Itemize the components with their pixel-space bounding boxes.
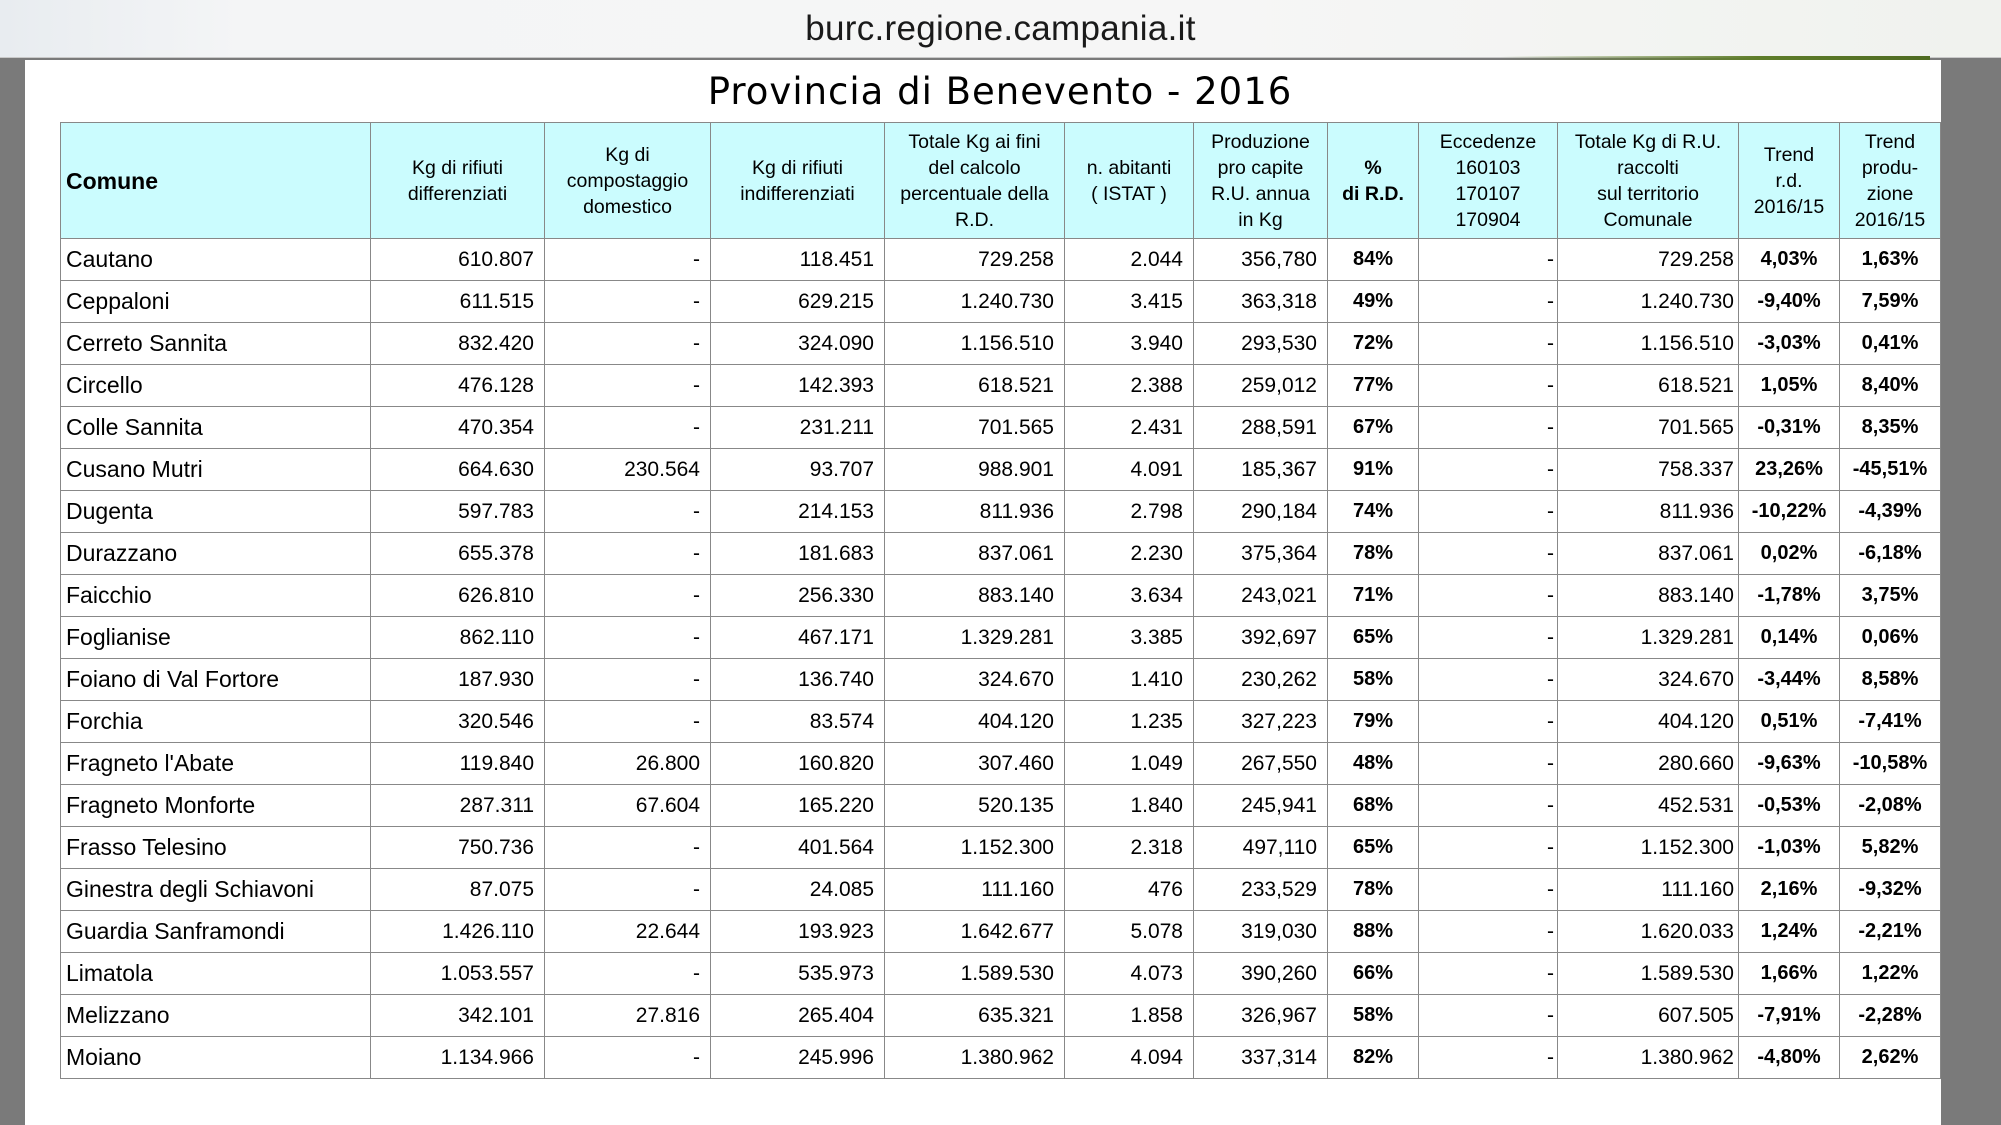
cell-kg-differenziati: 1.426.110	[371, 911, 545, 953]
header-kg-differenziati: Kg di rifiuti differenziati	[371, 123, 545, 239]
cell-kg-indifferenziati: 83.574	[711, 701, 885, 743]
cell-abitanti: 2.388	[1065, 365, 1194, 407]
cell-totale-ru: 1.380.962	[1558, 1037, 1739, 1079]
table-row	[61, 1037, 1941, 1079]
cell-kg-differenziati: 597.783	[371, 491, 545, 533]
cell-kg-compostaggio: -	[545, 365, 711, 407]
cell-eccedenze: -	[1419, 1037, 1558, 1079]
table-row	[61, 869, 1941, 911]
cell-eccedenze: -	[1419, 995, 1558, 1037]
cell-kg-compostaggio: -	[545, 701, 711, 743]
cell-percent-rd: 74%	[1328, 491, 1419, 533]
cell-abitanti: 1.049	[1065, 743, 1194, 785]
cell-eccedenze: -	[1419, 407, 1558, 449]
cell-eccedenze: -	[1419, 953, 1558, 995]
cell-kg-differenziati: 832.420	[371, 323, 545, 365]
cell-trend-rd: 0,14%	[1739, 617, 1840, 659]
table-body	[61, 239, 1941, 1079]
header-totale-ru: Totale Kg di R.U. raccolti sul territorio Comunale	[1558, 123, 1739, 239]
cell-trend-produzione: -2,08%	[1840, 785, 1941, 827]
cell-comune: Durazzano	[61, 533, 371, 575]
cell-totale-rd: 811.936	[885, 491, 1065, 533]
cell-kg-indifferenziati: 136.740	[711, 659, 885, 701]
cell-abitanti: 2.318	[1065, 827, 1194, 869]
cell-trend-rd: 1,66%	[1739, 953, 1840, 995]
cell-totale-ru: 1.589.530	[1558, 953, 1739, 995]
cell-comune: Cusano Mutri	[61, 449, 371, 491]
cell-totale-ru: 324.670	[1558, 659, 1739, 701]
cell-kg-differenziati: 611.515	[371, 281, 545, 323]
cell-pro-capite: 392,697	[1194, 617, 1328, 659]
header-trend-produzione: Trend produ- zione 2016/15	[1840, 123, 1941, 239]
cell-kg-differenziati: 342.101	[371, 995, 545, 1037]
cell-trend-produzione: 1,63%	[1840, 239, 1941, 281]
cell-eccedenze: -	[1419, 575, 1558, 617]
cell-pro-capite: 375,364	[1194, 533, 1328, 575]
cell-totale-rd: 988.901	[885, 449, 1065, 491]
table-row	[61, 407, 1941, 449]
cell-percent-rd: 78%	[1328, 869, 1419, 911]
cell-percent-rd: 48%	[1328, 743, 1419, 785]
table-row	[61, 533, 1941, 575]
table-row	[61, 281, 1941, 323]
cell-totale-rd: 1.240.730	[885, 281, 1065, 323]
cell-trend-rd: -1,03%	[1739, 827, 1840, 869]
cell-abitanti: 476	[1065, 869, 1194, 911]
cell-totale-rd: 520.135	[885, 785, 1065, 827]
cell-percent-rd: 84%	[1328, 239, 1419, 281]
cell-eccedenze: -	[1419, 827, 1558, 869]
cell-kg-compostaggio: -	[545, 869, 711, 911]
cell-trend-produzione: 3,75%	[1840, 575, 1941, 617]
cell-abitanti: 3.385	[1065, 617, 1194, 659]
cell-pro-capite: 185,367	[1194, 449, 1328, 491]
cell-percent-rd: 65%	[1328, 617, 1419, 659]
cell-totale-ru: 1.240.730	[1558, 281, 1739, 323]
cell-trend-rd: 1,24%	[1739, 911, 1840, 953]
cell-kg-differenziati: 655.378	[371, 533, 545, 575]
cell-kg-compostaggio: -	[545, 239, 711, 281]
cell-totale-ru: 1.156.510	[1558, 323, 1739, 365]
browser-url-bar[interactable]	[0, 0, 2001, 58]
cell-totale-ru: 1.329.281	[1558, 617, 1739, 659]
cell-kg-compostaggio: 26.800	[545, 743, 711, 785]
cell-comune: Foiano di Val Fortore	[61, 659, 371, 701]
cell-eccedenze: -	[1419, 449, 1558, 491]
cell-pro-capite: 356,780	[1194, 239, 1328, 281]
cell-pro-capite: 243,021	[1194, 575, 1328, 617]
cell-eccedenze: -	[1419, 911, 1558, 953]
cell-totale-ru: 837.061	[1558, 533, 1739, 575]
cell-comune: Colle Sannita	[61, 407, 371, 449]
cell-percent-rd: 77%	[1328, 365, 1419, 407]
document-page	[25, 60, 1941, 1125]
cell-comune: Fragneto Monforte	[61, 785, 371, 827]
header-kg-indifferenziati: Kg di rifiuti indifferenziati	[711, 123, 885, 239]
cell-trend-produzione: -2,21%	[1840, 911, 1941, 953]
cell-totale-rd: 1.156.510	[885, 323, 1065, 365]
cell-trend-produzione: -9,32%	[1840, 869, 1941, 911]
table-row	[61, 659, 1941, 701]
cell-totale-ru: 280.660	[1558, 743, 1739, 785]
cell-percent-rd: 49%	[1328, 281, 1419, 323]
cell-totale-ru: 607.505	[1558, 995, 1739, 1037]
cell-pro-capite: 326,967	[1194, 995, 1328, 1037]
cell-pro-capite: 245,941	[1194, 785, 1328, 827]
cell-eccedenze: -	[1419, 701, 1558, 743]
cell-totale-rd: 701.565	[885, 407, 1065, 449]
cell-kg-indifferenziati: 324.090	[711, 323, 885, 365]
cell-percent-rd: 58%	[1328, 659, 1419, 701]
cell-pro-capite: 233,529	[1194, 869, 1328, 911]
cell-totale-ru: 618.521	[1558, 365, 1739, 407]
header-trend-rd: Trend r.d. 2016/15	[1739, 123, 1840, 239]
cell-comune: Frasso Telesino	[61, 827, 371, 869]
cell-kg-differenziati: 862.110	[371, 617, 545, 659]
cell-kg-indifferenziati: 231.211	[711, 407, 885, 449]
table-header-row	[61, 123, 1941, 239]
cell-kg-compostaggio: -	[545, 407, 711, 449]
cell-abitanti: 1.410	[1065, 659, 1194, 701]
cell-kg-compostaggio: -	[545, 617, 711, 659]
cell-totale-rd: 1.589.530	[885, 953, 1065, 995]
cell-abitanti: 2.044	[1065, 239, 1194, 281]
cell-pro-capite: 290,184	[1194, 491, 1328, 533]
cell-totale-rd: 1.152.300	[885, 827, 1065, 869]
header-percent-rd: % di R.D.	[1328, 123, 1419, 239]
cell-eccedenze: -	[1419, 659, 1558, 701]
cell-totale-rd: 635.321	[885, 995, 1065, 1037]
table-row	[61, 743, 1941, 785]
cell-trend-rd: -3,44%	[1739, 659, 1840, 701]
cell-trend-produzione: 7,59%	[1840, 281, 1941, 323]
cell-kg-compostaggio: 27.816	[545, 995, 711, 1037]
cell-comune: Moiano	[61, 1037, 371, 1079]
cell-totale-rd: 307.460	[885, 743, 1065, 785]
cell-abitanti: 4.091	[1065, 449, 1194, 491]
cell-abitanti: 3.634	[1065, 575, 1194, 617]
cell-pro-capite: 363,318	[1194, 281, 1328, 323]
cell-kg-compostaggio: 67.604	[545, 785, 711, 827]
cell-kg-indifferenziati: 165.220	[711, 785, 885, 827]
cell-kg-differenziati: 664.630	[371, 449, 545, 491]
cell-percent-rd: 58%	[1328, 995, 1419, 1037]
cell-trend-rd: 23,26%	[1739, 449, 1840, 491]
page-title: Provincia di Benevento - 2016	[707, 70, 1293, 113]
cell-eccedenze: -	[1419, 239, 1558, 281]
cell-trend-rd: 1,05%	[1739, 365, 1840, 407]
cell-totale-rd: 837.061	[885, 533, 1065, 575]
cell-kg-compostaggio: -	[545, 491, 711, 533]
cell-kg-indifferenziati: 160.820	[711, 743, 885, 785]
cell-comune: Cautano	[61, 239, 371, 281]
cell-kg-indifferenziati: 401.564	[711, 827, 885, 869]
cell-eccedenze: -	[1419, 281, 1558, 323]
cell-percent-rd: 68%	[1328, 785, 1419, 827]
header-comune: Comune	[61, 123, 371, 239]
cell-comune: Ginestra degli Schiavoni	[61, 869, 371, 911]
cell-percent-rd: 78%	[1328, 533, 1419, 575]
cell-comune: Cerreto Sannita	[61, 323, 371, 365]
cell-comune: Guardia Sanframondi	[61, 911, 371, 953]
cell-trend-produzione: -45,51%	[1840, 449, 1941, 491]
cell-kg-differenziati: 626.810	[371, 575, 545, 617]
cell-kg-indifferenziati: 142.393	[711, 365, 885, 407]
cell-trend-produzione: 0,41%	[1840, 323, 1941, 365]
cell-trend-rd: 4,03%	[1739, 239, 1840, 281]
cell-abitanti: 4.073	[1065, 953, 1194, 995]
cell-comune: Faicchio	[61, 575, 371, 617]
cell-kg-differenziati: 750.736	[371, 827, 545, 869]
cell-kg-differenziati: 476.128	[371, 365, 545, 407]
cell-comune: Ceppaloni	[61, 281, 371, 323]
cell-kg-indifferenziati: 118.451	[711, 239, 885, 281]
header-kg-compostaggio: Kg di compostaggio domestico	[545, 123, 711, 239]
cell-pro-capite: 288,591	[1194, 407, 1328, 449]
cell-trend-rd: -0,53%	[1739, 785, 1840, 827]
cell-kg-compostaggio: -	[545, 323, 711, 365]
cell-kg-differenziati: 1.134.966	[371, 1037, 545, 1079]
cell-kg-indifferenziati: 467.171	[711, 617, 885, 659]
cell-trend-produzione: -7,41%	[1840, 701, 1941, 743]
cell-pro-capite: 293,530	[1194, 323, 1328, 365]
table-row	[61, 785, 1941, 827]
cell-totale-ru: 883.140	[1558, 575, 1739, 617]
cell-kg-compostaggio: -	[545, 659, 711, 701]
cell-comune: Circello	[61, 365, 371, 407]
cell-totale-ru: 811.936	[1558, 491, 1739, 533]
cell-totale-rd: 1.642.677	[885, 911, 1065, 953]
cell-eccedenze: -	[1419, 785, 1558, 827]
table-row	[61, 827, 1941, 869]
cell-totale-ru: 452.531	[1558, 785, 1739, 827]
cell-percent-rd: 66%	[1328, 953, 1419, 995]
cell-eccedenze: -	[1419, 743, 1558, 785]
cell-comune: Foglianise	[61, 617, 371, 659]
cell-kg-compostaggio: -	[545, 575, 711, 617]
cell-kg-compostaggio: -	[545, 533, 711, 575]
cell-percent-rd: 71%	[1328, 575, 1419, 617]
cell-totale-rd: 324.670	[885, 659, 1065, 701]
cell-percent-rd: 88%	[1328, 911, 1419, 953]
cell-kg-indifferenziati: 24.085	[711, 869, 885, 911]
cell-trend-produzione: 8,40%	[1840, 365, 1941, 407]
cell-abitanti: 1.840	[1065, 785, 1194, 827]
cell-kg-differenziati: 87.075	[371, 869, 545, 911]
table-row	[61, 995, 1941, 1037]
cell-comune: Forchia	[61, 701, 371, 743]
cell-abitanti: 2.431	[1065, 407, 1194, 449]
cell-trend-produzione: 1,22%	[1840, 953, 1941, 995]
cell-pro-capite: 319,030	[1194, 911, 1328, 953]
cell-percent-rd: 67%	[1328, 407, 1419, 449]
cell-abitanti: 4.094	[1065, 1037, 1194, 1079]
cell-abitanti: 1.235	[1065, 701, 1194, 743]
cell-kg-differenziati: 1.053.557	[371, 953, 545, 995]
cell-kg-differenziati: 187.930	[371, 659, 545, 701]
cell-percent-rd: 82%	[1328, 1037, 1419, 1079]
cell-trend-rd: -9,63%	[1739, 743, 1840, 785]
cell-pro-capite: 327,223	[1194, 701, 1328, 743]
table-row	[61, 617, 1941, 659]
table-row	[61, 911, 1941, 953]
cell-eccedenze: -	[1419, 869, 1558, 911]
cell-trend-rd: 2,16%	[1739, 869, 1840, 911]
cell-trend-produzione: -10,58%	[1840, 743, 1941, 785]
cell-trend-produzione: 2,62%	[1840, 1037, 1941, 1079]
cell-pro-capite: 259,012	[1194, 365, 1328, 407]
cell-percent-rd: 72%	[1328, 323, 1419, 365]
cell-kg-differenziati: 119.840	[371, 743, 545, 785]
cell-trend-produzione: 8,58%	[1840, 659, 1941, 701]
table-row	[61, 491, 1941, 533]
header-abitanti: n. abitanti ( ISTAT )	[1065, 123, 1194, 239]
cell-kg-compostaggio: 230.564	[545, 449, 711, 491]
cell-kg-indifferenziati: 256.330	[711, 575, 885, 617]
cell-pro-capite: 390,260	[1194, 953, 1328, 995]
cell-eccedenze: -	[1419, 491, 1558, 533]
cell-kg-indifferenziati: 193.923	[711, 911, 885, 953]
cell-eccedenze: -	[1419, 365, 1558, 407]
cell-pro-capite: 267,550	[1194, 743, 1328, 785]
table-row	[61, 953, 1941, 995]
cell-trend-rd: 0,51%	[1739, 701, 1840, 743]
cell-pro-capite: 337,314	[1194, 1037, 1328, 1079]
cell-percent-rd: 65%	[1328, 827, 1419, 869]
cell-totale-rd: 618.521	[885, 365, 1065, 407]
url-text[interactable]: burc.regione.campania.it	[805, 9, 1196, 48]
cell-comune: Limatola	[61, 953, 371, 995]
cell-kg-indifferenziati: 214.153	[711, 491, 885, 533]
cell-kg-differenziati: 320.546	[371, 701, 545, 743]
cell-trend-rd: -9,40%	[1739, 281, 1840, 323]
cell-trend-rd: -3,03%	[1739, 323, 1840, 365]
cell-abitanti: 2.230	[1065, 533, 1194, 575]
cell-abitanti: 3.940	[1065, 323, 1194, 365]
cell-abitanti: 1.858	[1065, 995, 1194, 1037]
cell-kg-indifferenziati: 93.707	[711, 449, 885, 491]
cell-totale-rd: 111.160	[885, 869, 1065, 911]
cell-totale-ru: 1.620.033	[1558, 911, 1739, 953]
cell-kg-indifferenziati: 535.973	[711, 953, 885, 995]
waste-data-table	[60, 122, 1941, 1079]
cell-trend-produzione: 8,35%	[1840, 407, 1941, 449]
cell-trend-rd: -4,80%	[1739, 1037, 1840, 1079]
cell-kg-indifferenziati: 629.215	[711, 281, 885, 323]
cell-trend-rd: -7,91%	[1739, 995, 1840, 1037]
cell-pro-capite: 230,262	[1194, 659, 1328, 701]
cell-trend-produzione: -4,39%	[1840, 491, 1941, 533]
cell-kg-indifferenziati: 181.683	[711, 533, 885, 575]
cell-totale-ru: 111.160	[1558, 869, 1739, 911]
cell-percent-rd: 91%	[1328, 449, 1419, 491]
cell-trend-rd: -0,31%	[1739, 407, 1840, 449]
cell-trend-rd: -1,78%	[1739, 575, 1840, 617]
cell-kg-compostaggio: -	[545, 281, 711, 323]
table-row	[61, 701, 1941, 743]
cell-eccedenze: -	[1419, 533, 1558, 575]
cell-abitanti: 3.415	[1065, 281, 1194, 323]
cell-trend-rd: -10,22%	[1739, 491, 1840, 533]
cell-totale-rd: 404.120	[885, 701, 1065, 743]
cell-kg-compostaggio: -	[545, 1037, 711, 1079]
cell-totale-ru: 701.565	[1558, 407, 1739, 449]
cell-totale-ru: 1.152.300	[1558, 827, 1739, 869]
cell-abitanti: 5.078	[1065, 911, 1194, 953]
cell-totale-rd: 1.380.962	[885, 1037, 1065, 1079]
table-row	[61, 239, 1941, 281]
table-row	[61, 449, 1941, 491]
cell-eccedenze: -	[1419, 617, 1558, 659]
header-eccedenze: Eccedenze 160103 170107 170904	[1419, 123, 1558, 239]
cell-trend-produzione: -2,28%	[1840, 995, 1941, 1037]
cell-totale-rd: 883.140	[885, 575, 1065, 617]
header-pro-capite: Produzione pro capite R.U. annua in Kg	[1194, 123, 1328, 239]
cell-trend-produzione: 5,82%	[1840, 827, 1941, 869]
table-row	[61, 365, 1941, 407]
cell-kg-compostaggio: -	[545, 953, 711, 995]
cell-percent-rd: 79%	[1328, 701, 1419, 743]
cell-totale-ru: 758.337	[1558, 449, 1739, 491]
cell-eccedenze: -	[1419, 323, 1558, 365]
table-row	[61, 575, 1941, 617]
cell-trend-rd: 0,02%	[1739, 533, 1840, 575]
cell-abitanti: 2.798	[1065, 491, 1194, 533]
cell-kg-indifferenziati: 265.404	[711, 995, 885, 1037]
cell-totale-ru: 729.258	[1558, 239, 1739, 281]
cell-kg-compostaggio: -	[545, 827, 711, 869]
cell-kg-differenziati: 470.354	[371, 407, 545, 449]
cell-kg-differenziati: 287.311	[371, 785, 545, 827]
cell-trend-produzione: -6,18%	[1840, 533, 1941, 575]
cell-totale-ru: 404.120	[1558, 701, 1739, 743]
cell-trend-produzione: 0,06%	[1840, 617, 1941, 659]
cell-comune: Melizzano	[61, 995, 371, 1037]
cell-totale-rd: 1.329.281	[885, 617, 1065, 659]
table-row	[61, 323, 1941, 365]
header-totale-rd: Totale Kg ai fini del calcolo percentuale della R.D.	[885, 123, 1065, 239]
cell-kg-compostaggio: 22.644	[545, 911, 711, 953]
cell-comune: Fragneto l'Abate	[61, 743, 371, 785]
cell-comune: Dugenta	[61, 491, 371, 533]
cell-kg-differenziati: 610.807	[371, 239, 545, 281]
cell-kg-indifferenziati: 245.996	[711, 1037, 885, 1079]
cell-totale-rd: 729.258	[885, 239, 1065, 281]
cell-pro-capite: 497,110	[1194, 827, 1328, 869]
